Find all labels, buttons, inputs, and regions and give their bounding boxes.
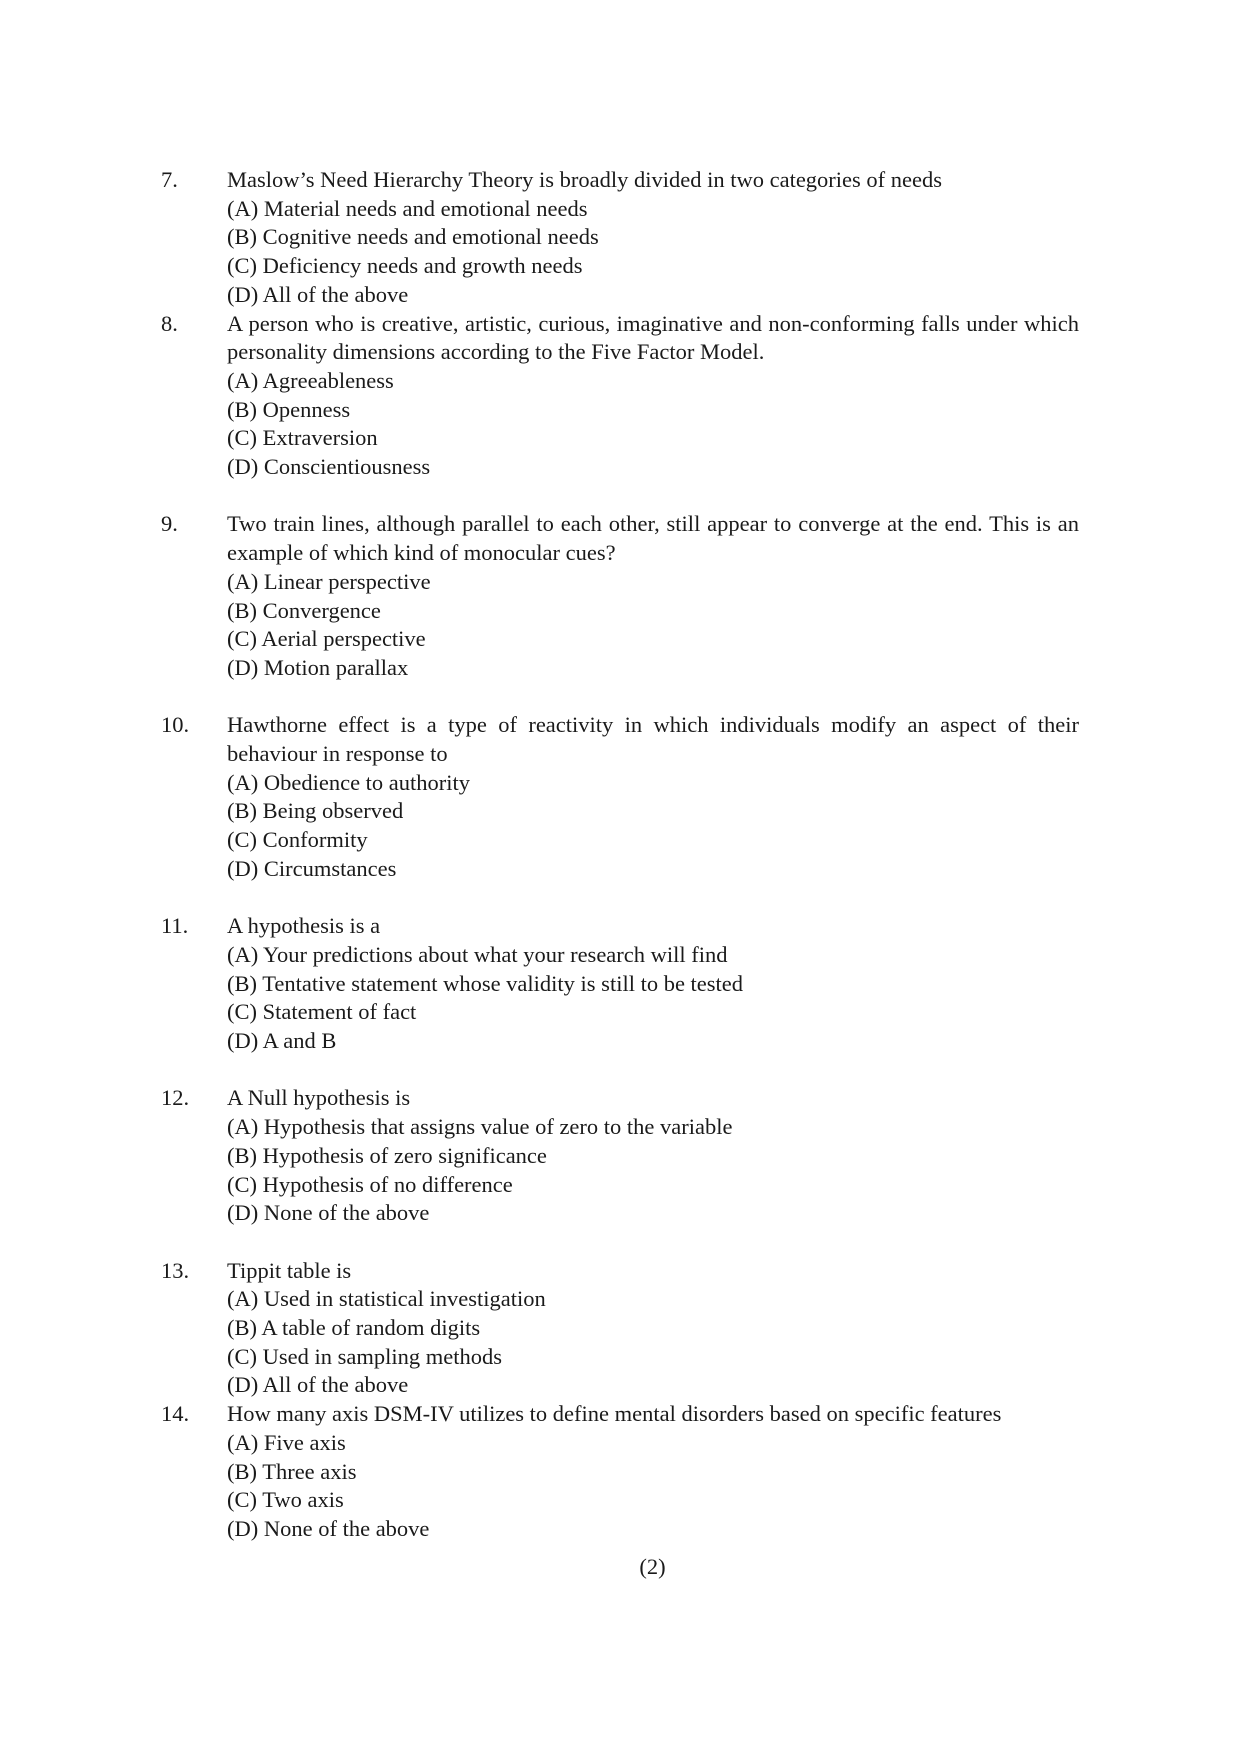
- question-list: [161, 166, 1079, 1544]
- question-number: 14.: [161, 1401, 190, 1427]
- option-c: (C) Aerial perspective: [227, 626, 426, 652]
- question-text: How many axis DSM-IV utilizes to define mental disorders based on specific features: [227, 1401, 1002, 1427]
- question-12: [161, 1084, 1079, 1228]
- option-d: (D) Conscientiousness: [227, 454, 431, 480]
- question-number: 7.: [161, 167, 178, 192]
- question-10: [161, 711, 1079, 883]
- question-text: Tippit table is: [227, 1257, 352, 1283]
- question-number: 8.: [161, 310, 178, 336]
- option-a: (A) Obedience to authority: [227, 769, 471, 795]
- option-a: (A) Linear perspective: [227, 568, 431, 594]
- question-body: [227, 510, 1079, 682]
- option-b: (B) Convergence: [227, 597, 381, 623]
- question-8: [161, 310, 1079, 482]
- question-number: 12.: [161, 1085, 190, 1111]
- question-7: [161, 166, 1079, 310]
- option-b: (B) Hypothesis of zero significance: [227, 1142, 547, 1168]
- question-text: Two train lines, although parallel to each other, still appear to converge at the end. This is an example of which kind of monocular cues?: [227, 511, 1079, 566]
- option-c: (C) Extraversion: [227, 425, 378, 451]
- option-b: (B) Cognitive needs and emotional needs: [227, 224, 599, 250]
- question-number: 9.: [161, 511, 178, 537]
- option-d: (D) Circumstances: [227, 855, 397, 881]
- question-number: 13.: [161, 1257, 190, 1283]
- question-body: [227, 711, 1079, 883]
- question-number: 10.: [161, 712, 190, 738]
- option-a: (A) Material needs and emotional needs: [227, 195, 588, 221]
- option-c: (C) Hypothesis of no difference: [227, 1171, 513, 1197]
- option-a: (A) Hypothesis that assigns value of zero to the variable: [227, 1114, 733, 1140]
- option-d: (D) None of the above: [227, 1515, 430, 1541]
- question-body: [227, 166, 1079, 310]
- option-a: (A) Used in statistical investigation: [227, 1286, 546, 1312]
- option-b: (B) Being observed: [227, 798, 404, 824]
- option-d: (D) Motion parallax: [227, 654, 409, 680]
- option-c: (C) Statement of fact: [227, 999, 417, 1025]
- question-text: A person who is creative, artistic, curious, imaginative and non-conforming falls under which personality dimensions according to the Five Factor Model.: [227, 310, 1079, 365]
- question-text: Hawthorne effect is a type of reactivity in which individuals modify an aspect of their behaviour in response to: [227, 712, 1079, 767]
- question-number: 11.: [161, 913, 189, 939]
- question-text: A hypothesis is a: [227, 913, 381, 939]
- option-d: (D) A and B: [227, 1028, 337, 1054]
- question-11: [161, 912, 1079, 1056]
- option-c: (C) Conformity: [227, 827, 368, 853]
- option-b: (B) Three axis: [227, 1458, 357, 1484]
- option-a: (A) Your predictions about what your research will find: [227, 941, 728, 967]
- page-number: (2): [639, 1554, 666, 1579]
- option-d: (D) All of the above: [227, 1372, 409, 1398]
- option-d: (D) All of the above: [227, 281, 409, 307]
- question-body: [227, 1257, 1079, 1401]
- question-14: [161, 1400, 1079, 1544]
- question-body: [227, 1084, 1079, 1228]
- question-text: Maslow’s Need Hierarchy Theory is broadly divided in two categories of needs: [227, 167, 943, 192]
- question-13: [161, 1257, 1079, 1401]
- option-b: (B) A table of random digits: [227, 1315, 481, 1341]
- question-9: [161, 510, 1079, 682]
- option-a: (A) Five axis: [227, 1429, 346, 1455]
- option-d: (D) None of the above: [227, 1200, 430, 1226]
- question-text: A Null hypothesis is: [227, 1085, 411, 1111]
- option-c: (C) Used in sampling methods: [227, 1343, 502, 1369]
- question-body: [227, 1400, 1079, 1544]
- option-b: (B) Tentative statement whose validity is still to be tested: [227, 970, 744, 996]
- question-body: [227, 310, 1079, 482]
- option-c: (C) Deficiency needs and growth needs: [227, 253, 583, 279]
- option-a: (A) Agreeableness: [227, 367, 394, 393]
- option-c: (C) Two axis: [227, 1487, 344, 1513]
- option-b: (B) Openness: [227, 396, 351, 422]
- question-body: [227, 912, 1079, 1056]
